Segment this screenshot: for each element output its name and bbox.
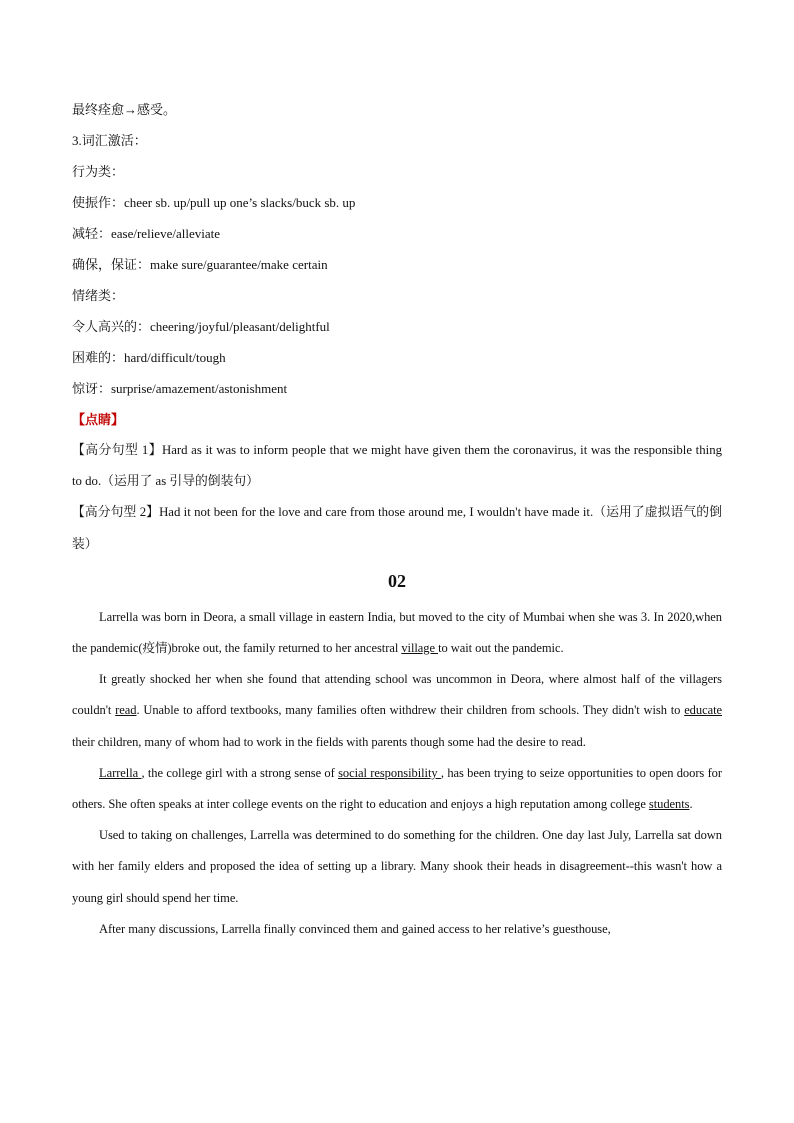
- story-p2-text-c: their children, many of whom had to work in the fields with parents though some had the desire to read.: [72, 734, 586, 749]
- story-p3-text-b: , has been trying to seize opportunities to open doors for others. She often speaks at inter college events on the right to education and enjoys a high reputation among college: [72, 765, 722, 812]
- dianjing-label: 【点睛】: [72, 412, 125, 427]
- note-line-recovery: 最终痊愈→感受。: [72, 102, 177, 117]
- note-vocab-surprise: 惊讶：surprise/amazement/astonishment: [72, 381, 288, 396]
- story-p1-text-b: to wait out the pandemic.: [438, 641, 564, 656]
- underlined-phrase-social-responsibility: social responsibility: [338, 765, 441, 780]
- story-paragraph-5: After many discussions, Larrella finally convinced them and gained access to her relative’s guesthouse,: [99, 921, 611, 936]
- note-heading-vocabulary: 3.词汇激活：: [72, 133, 147, 148]
- sentence-pattern-1: 【高分句型 1】Hard as it was to inform people that we might have given them the coronavirus, it was the responsible thing to do.（运用了 as 引导的倒装句）: [72, 443, 722, 489]
- note-vocab-hard: 困难的：hard/difficult/tough: [72, 350, 226, 365]
- underlined-word-larrella: Larrella: [99, 765, 142, 780]
- story-p1-text-a: Larrella was born in Deora, a small village in eastern India, but moved to the city of Mumbai when she was 3. In 2020,when the pandemic(疫情)broke out, the family returned to her ancestral: [72, 609, 722, 656]
- sentence-pattern-2: 【高分句型 2】Had it not been for the love and care from those around me, I wouldn't have made it.（运用了虚拟语气的倒装）: [72, 505, 722, 551]
- note-category-actions: 行为类：: [72, 164, 125, 179]
- story-paragraph-1: [72, 602, 722, 664]
- note-vocab-cheering: 令人高兴的：cheering/joyful/pleasant/delightful: [72, 319, 330, 334]
- underlined-word-read: read: [115, 703, 137, 718]
- story-p2-text-a: It greatly shocked her when she found that attending school was uncommon in Deora, where almost half of the villagers couldn't: [72, 672, 722, 718]
- story-paragraph-3: [72, 758, 722, 820]
- story-p3-text-c: .: [689, 797, 693, 812]
- section-number: 02: [388, 570, 406, 591]
- note-category-emotions: 情绪类：: [72, 288, 125, 303]
- story-paragraph-2: [72, 664, 722, 758]
- underlined-word-students: students: [648, 797, 690, 812]
- underlined-word-village: village: [401, 641, 439, 656]
- document-page: [72, 94, 722, 945]
- note-vocab-ease: 减轻：ease/relieve/alleviate: [72, 226, 220, 241]
- story-p3-text-a: , the college girl with a strong sense of: [141, 765, 339, 780]
- story-paragraph-4: Used to taking on challenges, Larrella was determined to do something for the children. One day last July, Larrella sat down with her family elders and proposed the idea of setting up a library. Many shook their heads in disagreement--this wasn't how a young girl should spend her time.: [72, 828, 722, 905]
- story-p2-text-b: . Unable to afford textbooks, many families often withdrew their children from schools. They didn't wish to: [136, 703, 685, 718]
- note-vocab-cheer-up: 使振作：cheer sb. up/pull up one’s slacks/buck sb. up: [72, 195, 356, 210]
- underlined-word-educate: educate: [684, 703, 723, 718]
- note-vocab-make-sure: 确保，保证：make sure/guarantee/make certain: [72, 257, 328, 272]
